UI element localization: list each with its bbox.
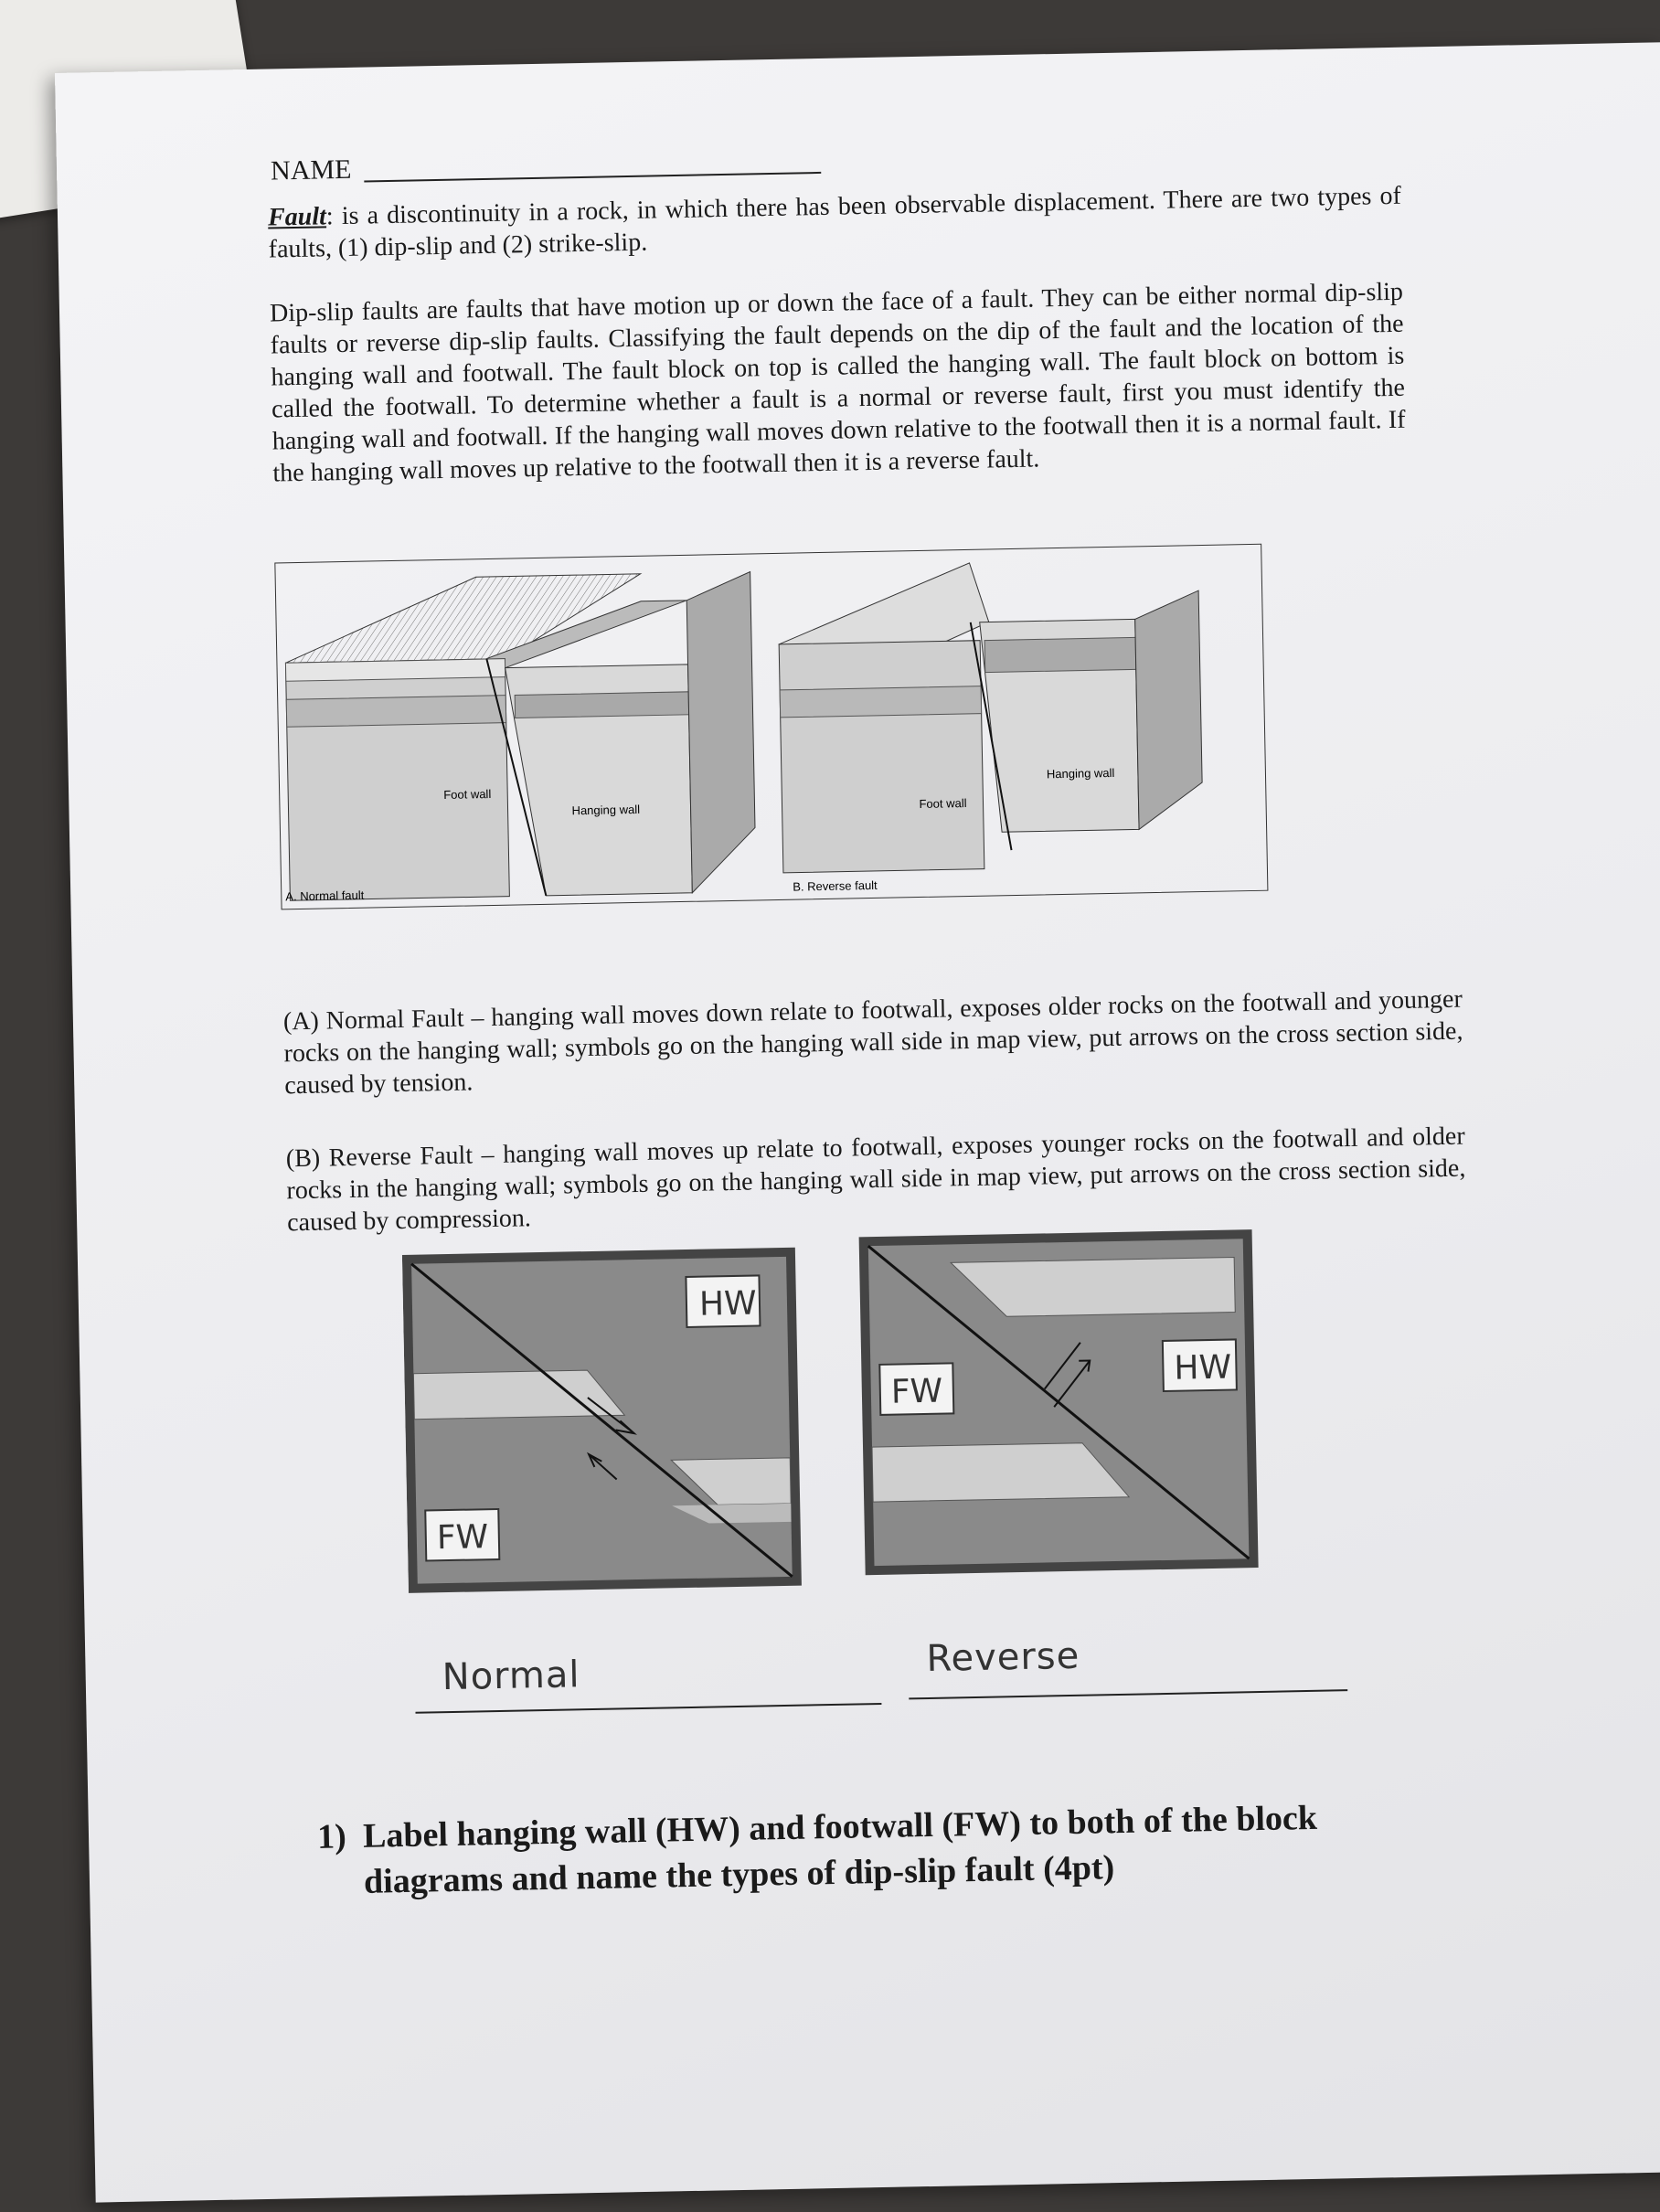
normal-hanging-wall-label: Hanging wall bbox=[571, 802, 641, 818]
right-fw-label: FW bbox=[890, 1372, 943, 1411]
dip-slip-paragraph: Dip-slip faults are faults that have motion up or down the face of a fault. They can be either normal dip-slip faults or reverse dip-slip faults. Classifying the fault depends on the dip of the fault and the location of the hanging wall and footwall. The fault block on top is called the hanging wall. The fault block on bottom is called the footwall. To determine whether a fault is a normal or reverse fault, first you must identify the hanging wall and footwall. If the hanging wall moves down relative to the footwall then it is a normal fault. If the hanging wall moves up relative to the footwall then it is a reverse fault. bbox=[269, 277, 1406, 488]
worksheet-page bbox=[55, 42, 1660, 2202]
fault-figure bbox=[274, 544, 1268, 910]
reverse-foot-wall-label: Foot wall bbox=[919, 795, 967, 811]
normal-fault-caption: A. Normal fault bbox=[285, 888, 365, 904]
normal-foot-wall-label: Foot wall bbox=[443, 786, 492, 802]
question-text: Label hanging wall (HW) and footwall (FW) to both of the block diagrams and name the types of dip-slip fault (4pt) bbox=[362, 1798, 1318, 1901]
reverse-hanging-wall-label: Hanging wall bbox=[1046, 765, 1115, 782]
left-answer[interactable]: Normal bbox=[442, 1654, 580, 1699]
reverse-fault-block bbox=[778, 558, 1204, 873]
left-answer-line bbox=[415, 1703, 881, 1714]
left-fw-label: FW bbox=[436, 1518, 489, 1558]
right-hw-label: HW bbox=[1174, 1348, 1232, 1388]
name-field-line[interactable] bbox=[364, 172, 821, 183]
block-diagrams-art bbox=[402, 1219, 1323, 1602]
reverse-fault-caption: B. Reverse fault bbox=[793, 877, 878, 894]
fault-definition bbox=[268, 180, 1402, 266]
right-block-diagram bbox=[859, 1229, 1259, 1575]
question-number: 1) bbox=[316, 1817, 347, 1856]
normal-fault-block bbox=[284, 571, 757, 900]
question-1 bbox=[316, 1793, 1414, 1901]
normal-fault-description: (A) Normal Fault – hanging wall moves down relate to footwall, exposes older rocks on the footwall and younger rocks on the hanging wall; symbols go on the hanging wall side in map view, put arrows on the cross section side, caused by tension. bbox=[282, 984, 1463, 1101]
fault-definition-text: : is a discontinuity in a rock, in which there has been observable displacement. There are two types of faults, (1) dip-slip and (2) strike-slip. bbox=[268, 181, 1402, 264]
block-diagrams bbox=[402, 1219, 1323, 1602]
fault-term: Fault bbox=[267, 202, 327, 232]
fault-figure-art bbox=[274, 544, 1268, 910]
right-answer[interactable]: Reverse bbox=[926, 1634, 1080, 1681]
left-hw-label: HW bbox=[698, 1284, 758, 1324]
name-label: NAME bbox=[270, 154, 352, 186]
left-block-diagram bbox=[402, 1248, 802, 1593]
right-answer-line bbox=[909, 1689, 1347, 1699]
reverse-fault-description: (B) Reverse Fault – hanging wall moves up relate to footwall, exposes younger rocks on the footwall and older rocks in the hanging wall; symbols go on the hanging wall side in map view, put arrows on the cross section side, caused by compression. bbox=[285, 1122, 1466, 1238]
